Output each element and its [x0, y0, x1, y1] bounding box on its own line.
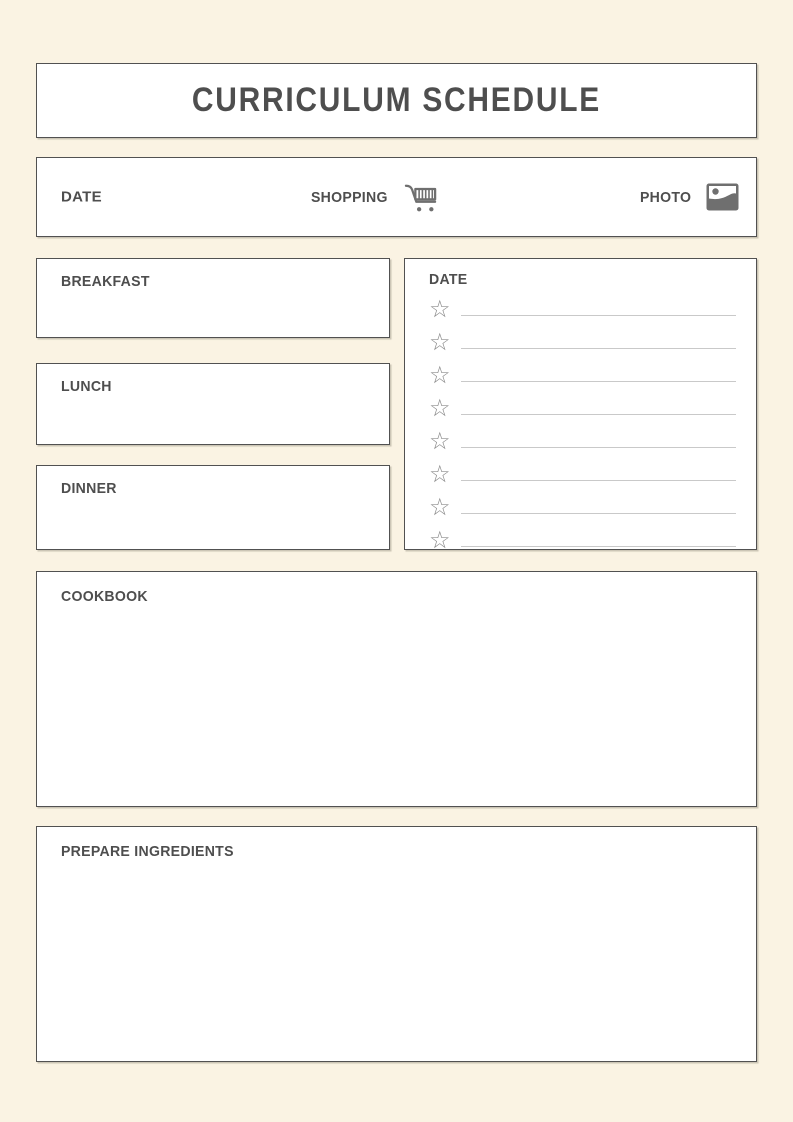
writing-line — [461, 381, 736, 382]
star-outline-icon: ☆ — [429, 360, 451, 389]
writing-line — [461, 480, 736, 481]
cookbook-label: COOKBOOK — [61, 588, 148, 605]
date-checklist-rows — [429, 292, 736, 556]
dinner-box — [36, 465, 390, 550]
star-outline-icon: ☆ — [429, 492, 451, 521]
writing-line — [461, 447, 736, 448]
prepare-ingredients-label: PREPARE INGREDIENTS — [61, 843, 234, 860]
photo-field — [640, 183, 739, 211]
dinner-label: DINNER — [61, 480, 117, 497]
date-checklist-label: DATE — [429, 271, 468, 288]
cookbook-box — [36, 571, 757, 807]
title-box — [36, 63, 757, 138]
shopping-label: SHOPPING — [311, 188, 388, 206]
checklist-row — [429, 490, 736, 523]
breakfast-box — [36, 258, 390, 338]
photo-icon — [706, 183, 739, 211]
star-outline-icon: ☆ — [429, 459, 451, 488]
writing-line — [461, 348, 736, 349]
date-checklist-box — [404, 258, 757, 554]
writing-line — [461, 315, 736, 316]
checklist-row — [429, 325, 736, 358]
checklist-row — [429, 292, 736, 325]
date-field-label: DATE — [61, 188, 102, 206]
star-outline-icon: ☆ — [429, 525, 451, 554]
star-outline-icon: ☆ — [429, 294, 451, 323]
shopping-field — [311, 181, 439, 213]
shopping-cart-icon — [403, 181, 439, 213]
writing-line — [461, 513, 736, 514]
star-outline-icon: ☆ — [429, 426, 451, 455]
lunch-box — [36, 363, 390, 445]
checklist-row — [429, 358, 736, 391]
star-outline-icon: ☆ — [429, 327, 451, 356]
info-bar — [36, 157, 757, 237]
checklist-row — [429, 457, 736, 490]
checklist-row — [429, 424, 736, 457]
breakfast-label: BREAKFAST — [61, 273, 150, 290]
writing-line — [461, 546, 736, 547]
writing-line — [461, 414, 736, 415]
lunch-label: LUNCH — [61, 378, 112, 395]
checklist-row — [429, 391, 736, 424]
photo-label: PHOTO — [640, 188, 692, 206]
page-title: CURRICULUM SCHEDULE — [191, 81, 602, 119]
star-outline-icon: ☆ — [429, 393, 451, 422]
checklist-row — [429, 523, 736, 556]
prepare-ingredients-box — [36, 826, 757, 1062]
